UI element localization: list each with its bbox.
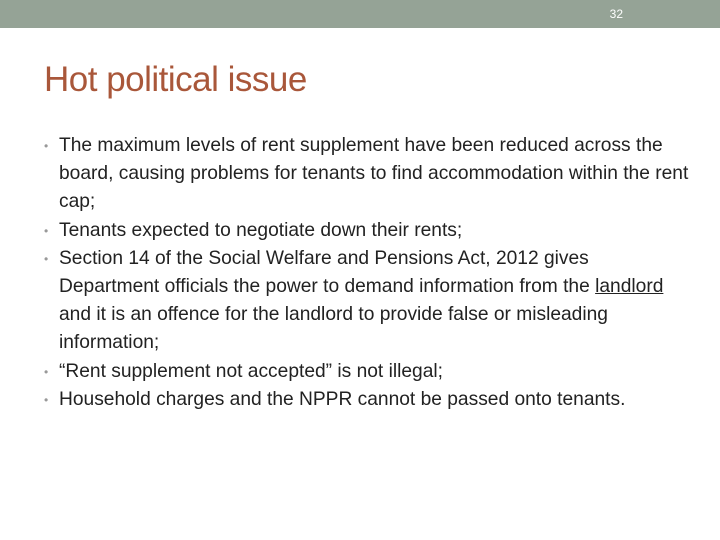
bullet-marker: • bbox=[44, 392, 49, 407]
bullet-text: The maximum levels of rent supplement have been reduced across the board, causing problems for tenants to find accommodation within the rent cap; bbox=[59, 135, 689, 213]
bullet-text-before: Section 14 of the Social Welfare and Pensions Act, 2012 gives Department officials the power to demand information from the bbox=[59, 247, 596, 298]
bullet-item-1 bbox=[44, 132, 694, 217]
landlord-link[interactable]: landlord bbox=[595, 276, 664, 298]
bullet-text: Household charges and the NPPR cannot be passed onto tenants. bbox=[59, 388, 626, 410]
bullet-item-3 bbox=[44, 245, 694, 358]
bullet-item-2 bbox=[44, 217, 694, 245]
bullet-marker: • bbox=[44, 223, 49, 238]
bullet-list bbox=[44, 132, 694, 414]
bullet-marker: • bbox=[44, 364, 49, 379]
bullet-item-4 bbox=[44, 358, 694, 386]
bullet-text: “Rent supplement not accepted” is not illegal; bbox=[59, 360, 443, 382]
bullet-text: Tenants expected to negotiate down their rents; bbox=[59, 219, 463, 241]
page-number: 32 bbox=[609, 7, 623, 21]
bullet-marker: • bbox=[44, 139, 49, 153]
bullet-item-5 bbox=[44, 386, 694, 414]
slide-title: Hot political issue bbox=[44, 60, 307, 99]
bullet-text-after: and it is an offence for the landlord to provide false or misleading information; bbox=[59, 304, 608, 354]
bullet-marker: • bbox=[44, 251, 49, 266]
top-bar bbox=[0, 0, 720, 28]
